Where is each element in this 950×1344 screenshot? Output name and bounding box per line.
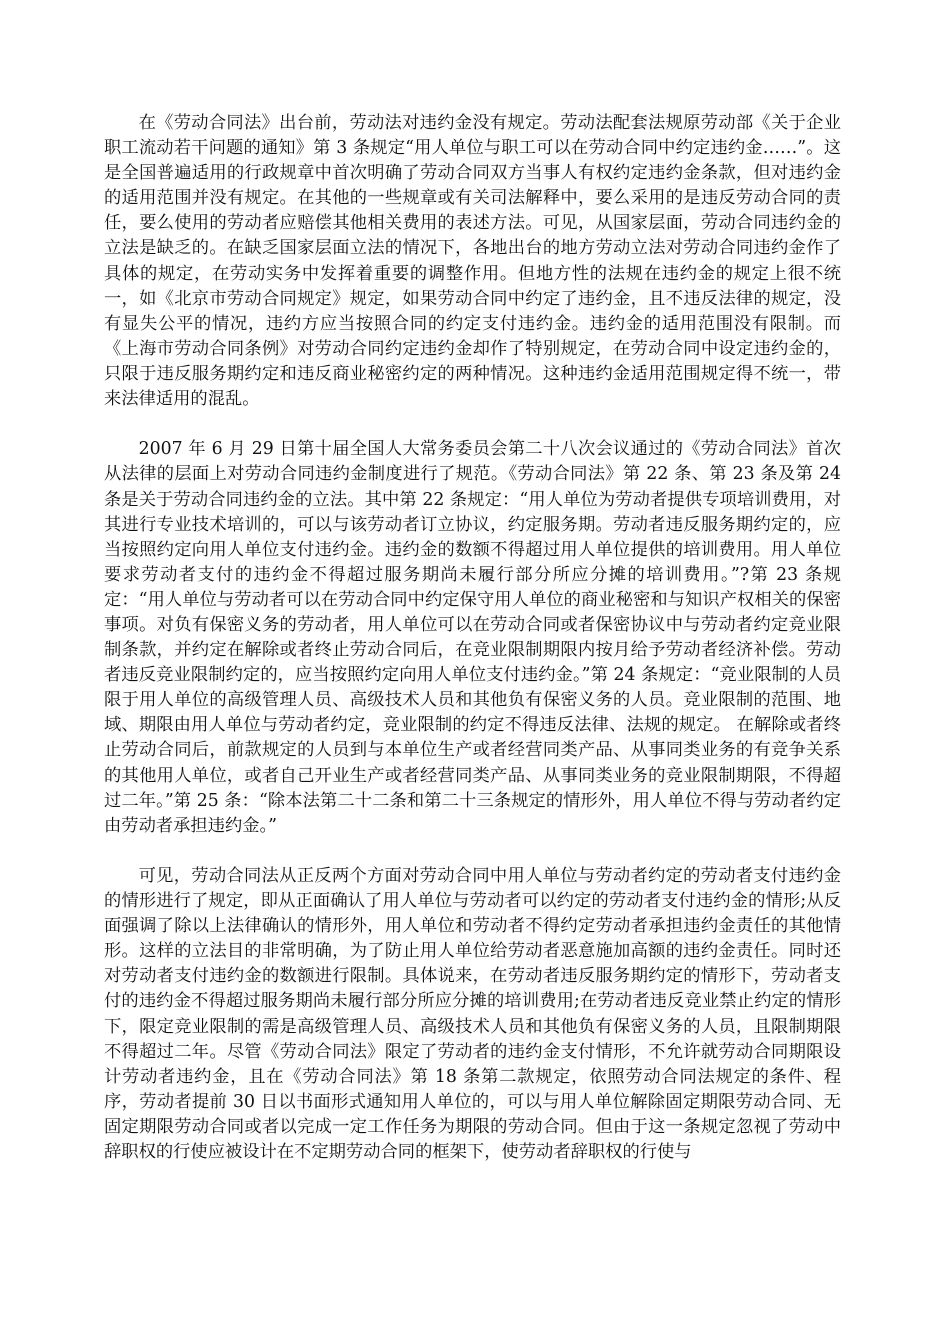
paragraph-2: 2007 年 6 月 29 日第十届全国人大常务委员会第二十八次会议通过的《劳动合同法》首次从法律的层面上对劳动合同违约金制度进行了规范。《劳动合同法》第 22 条、第 23 条及第 24 条是关于劳动合同违约金的立法。其中第 22 条规定：“用人单位为劳动者提供专项培训费用，对其进行专业技术培训的，可以与该劳动者订立协议，约定服务期。劳动者违反服务期约定的，应当按照约定向用人单位支付违约金。违约金的数额不得超过用人单位提供的培训费用。用人单位要求劳动者支付的违约金不得超过服务期尚未履行部分所应分摊的培训费用。”?第 23 条规定：“用人单位与劳动者可以在劳动合同中约定保守用人单位的商业秘密和与知识产权相关的保密事项。对负有保密义务的劳动者，用人单位可以在劳动合同或者保密协议中与劳动者约定竞业限制条款，并约定在解除或者终止劳动合同后，在竞业限制期限内按月给予劳动者经济补偿。劳动者违反竞业限制约定的，应当按照约定向用人单位支付违约金。”第 24 条规定：“竞业限制的人员限于用人单位的高级管理人员、高级技术人员和其他负有保密义务的人员。竞业限制的范围、地域、期限由用人单位与劳动者约定，竞业限制的约定不得违反法律、法规的规定。 在解除或者终止劳动合同后，前款规定的人员到与本单位生产或者经营同类产品、从事同类业务的有竞争关系的其他用人单位，或者自己开业生产或者经营同类产品、从事同类业务的竞业限制期限，不得超过二年。”第 25 条：“除本法第二十二条和第二十三条规定的情形外，用人单位不得与劳动者约定由劳动者承担违约金。”	[104, 439, 841, 836]
document-body	[104, 111, 841, 1165]
paragraph-1: 在《劳动合同法》出台前，劳动法对违约金没有规定。劳动法配套法规原劳动部《关于企业职工流动若干问题的通知》第 3 条规定“用人单位与职工可以在劳动合同中约定违约金……”。这是全国普遍适用的行政规章中首次明确了劳动合同双方当事人有权约定违约金条款，但对违约金的适用范围并没有规定。在其他的一些规章或有关司法解释中，要么采用的是违反劳动合同的责任，要么使用的劳动者应赔偿其他相关费用的表述方法。可见，从国家层面，劳动合同违约金的立法是缺乏的。在缺乏国家层面立法的情况下，各地出台的地方劳动立法对劳动合同违约金作了具体的规定，在劳动实务中发挥着重要的调整作用。但地方性的法规在违约金的规定上很不统一，如《北京市劳动合同规定》规定，如果劳动合同中约定了违约金，且不违反法律的规定，没有显失公平的情况，违约方应当按照合同的约定支付违约金。违约金的适用范围没有限制。而《上海市劳动合同条例》对劳动合同约定违约金却作了特别规定，在劳动合同中设定违约金的，只限于违反服务期约定和违反商业秘密约定的两种情况。这种违约金适用范围规定得不统一，带来法律适用的混乱。	[104, 113, 841, 410]
paragraph-3: 可见，劳动合同法从正反两个方面对劳动合同中用人单位与劳动者约定的劳动者支付违约金的情形进行了规定，即从正面确认了用人单位与劳动者可以约定的劳动者支付违约金的情形;从反面强调了除以上法律确认的情形外，用人单位和劳动者不得约定劳动者承担违约金责任的其他情形。这样的立法目的非常明确，为了防止用人单位给劳动者恶意施加高额的违约金责任。同时还对劳动者支付违约金的数额进行限制。具体说来，在劳动者违反服务期约定的情形下，劳动者支付的违约金不得超过服务期尚未履行部分所应分摊的培训费用;在劳动者违反竞业禁止约定的情形下，限定竞业限制的需是高级管理人员、高级技术人员和其他负有保密义务的人员，且限制期限不得超过二年。尽管《劳动合同法》限定了劳动者的违约金支付情形，不允许就劳动合同期限设计劳动者违约金，且在《劳动合同法》第 18 条第二款规定，依照劳动合同法规定的条件、程序，劳动者提前 30 日以书面形式通知用人单位的，可以与用人单位解除固定期限劳动合同、无固定期限劳动合同或者以完成一定工作任务为期限的劳动合同。但由于这一条规定忽视了劳动中辞职权的行使应被设计在不定期劳动合同的框架下，使劳动者辞职权的行使与	[104, 866, 841, 1163]
